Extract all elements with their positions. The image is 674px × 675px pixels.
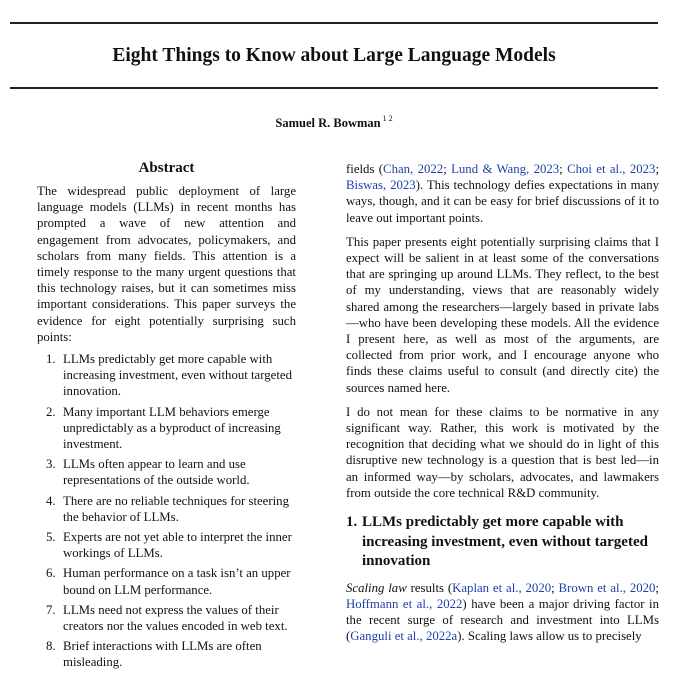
citation-link[interactable]: Kaplan et al., 2020	[452, 580, 552, 595]
list-item	[46, 493, 296, 525]
list-number: 1.	[46, 352, 56, 367]
text-span: results (	[406, 580, 453, 595]
list-text: LLMs predictably get more capable with increasing investment, even without targeted innovation.	[63, 352, 292, 399]
bottom-rule	[10, 87, 658, 89]
author-affiliation-marks: 1 2	[382, 114, 393, 123]
list-text: Many important LLM behaviors emerge unpredictably as a byproduct of increasing investment.	[63, 404, 281, 452]
citation-link[interactable]: Choi et al., 2023	[567, 162, 656, 176]
list-item	[46, 602, 296, 634]
list-number: 2.	[46, 404, 56, 419]
list-text: LLMs often appear to learn and use representations of the outside world.	[63, 457, 250, 488]
text-span: ;	[551, 580, 559, 595]
citation-link[interactable]: Ganguli et al., 2022a	[350, 629, 458, 644]
list-item	[46, 456, 296, 488]
list-item	[46, 565, 296, 597]
list-text: LLMs need not express the values of their creators nor the values encoded in web text.	[63, 602, 288, 634]
text-span: ;	[443, 162, 452, 176]
author-name: Samuel R. Bowman	[275, 116, 381, 130]
list-number: 3.	[46, 457, 56, 472]
section-number: 1.	[346, 514, 358, 531]
list-text: There are no reliable techniques for steering the behavior of LLMs.	[63, 493, 289, 524]
list-text: Human performance on a task isn’t an upper bound on LLM performance.	[63, 566, 291, 597]
text-span: ;	[655, 162, 660, 176]
list-text: Experts are not yet able to interpret the inner workings of LLMs.	[63, 530, 292, 561]
text-span: ;	[559, 162, 568, 176]
intro-paragraph-2: This paper presents eight potentially surprising claims that I expect will be salient in at least some of the conversations that are springing up around LLMs. They reflect, to the best of my understanding, views that are reasonably widely shared among the researchers—largely based in private labs—who have been developing these models. All the evidence I present here, as well as most of the arguments, are collected from prior work, and I encourage anyone who finds these claims useful to consult (and directly cite) the sources named here.	[346, 234, 659, 395]
text-span: ) have been a major driving factor in the recent surge of research and investment into LLMs (	[346, 596, 659, 644]
list-number: 8.	[46, 639, 56, 654]
list-item	[46, 404, 296, 453]
list-number: 7.	[46, 602, 56, 617]
text-span: ). Scaling laws allow us to precisely	[457, 629, 642, 644]
list-number: 6.	[46, 566, 56, 581]
citation-link[interactable]: Brown et al., 2020	[558, 580, 656, 595]
section-1-paragraph-1	[346, 580, 659, 645]
list-item	[46, 351, 296, 400]
author-line	[10, 116, 658, 131]
top-rule	[10, 22, 658, 24]
intro-paragraph-3: I do not mean for these claims to be normative in any significant way. Rather, this work is motivated by the recognition that deciding what we should do in light of this disruptive new technology is a question that is best led—in an informed way—by scholars, advocates, and lawmakers from outside the core technical R&D community.	[346, 404, 659, 500]
list-item	[46, 638, 296, 670]
list-text: Brief interactions with LLMs are often misleading.	[63, 639, 262, 670]
abstract-points-list	[37, 351, 296, 671]
left-column	[37, 159, 296, 675]
section-title: LLMs predictably get more capable with increasing investment, even without targeted innovation	[362, 514, 648, 570]
text-span: fields (	[346, 162, 384, 176]
citation-link[interactable]: Chan, 2022	[383, 162, 444, 176]
right-column	[346, 161, 659, 652]
intro-paragraph-1	[346, 161, 659, 226]
abstract-heading: Abstract	[138, 160, 195, 176]
list-number: 5.	[46, 530, 56, 545]
list-item	[46, 529, 296, 561]
paper-title: Eight Things to Know about Large Language Models	[112, 45, 556, 66]
section-1-heading	[346, 513, 659, 572]
citation-link[interactable]: Lund & Wang, 2023	[451, 162, 560, 176]
text-span: ;	[655, 580, 659, 595]
text-span: ). This technology defies expectations in many ways, though, and it can be easy for brief discussions of it to leave out important points.	[346, 178, 660, 225]
text-span: Scaling law	[346, 580, 407, 595]
abstract-text: The widespread public deployment of large language models (LLMs) in recent months has prompted a wave of new attention and engagement from advocates, policymakers, and scholars from many fields. This attention is a timely response to the many urgent questions that this technology raises, but it can sometimes miss important considerations. This paper surveys the evidence for eight potentially surprising such points:	[37, 184, 296, 344]
citation-link[interactable]: Biswas, 2023	[346, 178, 416, 193]
list-number: 4.	[46, 493, 56, 508]
citation-link[interactable]: Hoffmann et al., 2022	[346, 596, 463, 611]
